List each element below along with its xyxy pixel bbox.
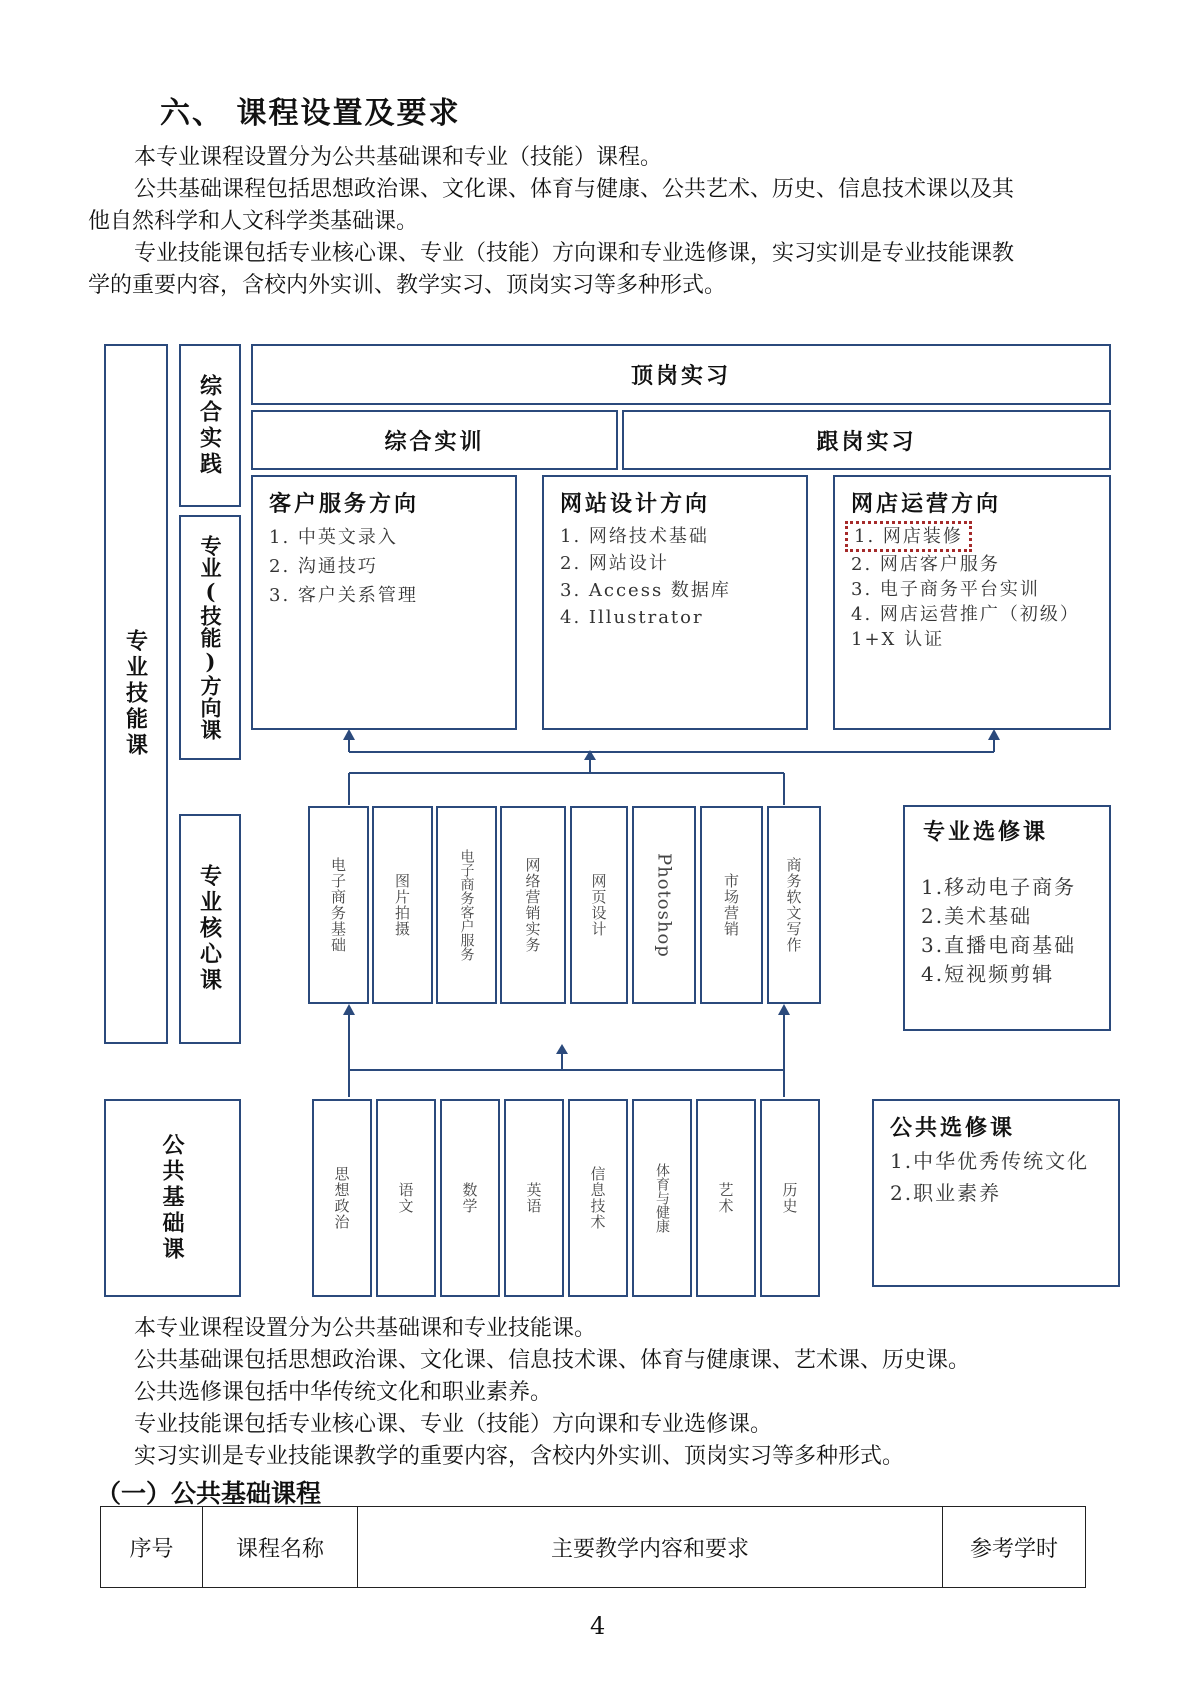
page-number: 4 [590,1612,606,1640]
table-header-cell: 序号 [101,1507,203,1588]
direction-item: 4. 网店运营推广（初级） [851,604,1080,625]
table-header-cell: 课程名称 [203,1507,358,1588]
core-course-card: 网络营销实务 [500,806,566,1004]
public-course-card: 数学 [440,1099,500,1297]
direction-item-list [560,523,731,631]
intro-line: 他自然科学和人文科学类基础课。 [88,209,419,234]
summary-line: 公共基础课包括思想政治课、文化课、信息技术课、体育与健康课、艺术课、历史课。 [134,1348,971,1373]
core-course-card: 商务软文写作 [767,806,821,1004]
public-course-card: 体育与健康 [632,1099,692,1297]
direction-item: 4. Illustrator [560,607,704,628]
major-elective-box [903,805,1111,1031]
core-course-card: 网页设计 [570,806,628,1004]
direction-item: 3. 电子商务平台实训 [851,579,1040,600]
section-heading: 六、 课程设置及要求 [160,96,461,131]
core-course-card: Photoshop [632,806,696,1004]
comprehensive-practice-label: 综合实践 [179,344,241,507]
public-course-card: 语文 [376,1099,436,1297]
direction-box-website-design [542,475,808,730]
elective-title: 公共选修课 [890,1115,1016,1141]
table-header-row [101,1507,1086,1588]
direction-box-customer-service [251,475,517,730]
direction-item-list [851,521,1080,652]
direction-item: 1+X 认证 [851,629,945,650]
direction-item: 3. Access 数据库 [560,580,731,601]
public-basic-course-label: 公共基础课 [104,1099,241,1297]
direction-item: 2. 网店客户服务 [851,554,1000,575]
course-table [100,1506,1086,1588]
elective-item: 3.直播电商基础 [921,933,1077,957]
post-internship-box: 顶岗实习 [251,344,1111,405]
direction-box-online-store [833,475,1111,730]
direction-title: 网店运营方向 [851,491,1002,517]
core-course-card: 电子商务客户服务 [436,806,497,1004]
elective-title: 专业选修课 [923,819,1049,845]
direction-item: 1. 中英文录入 [269,527,398,548]
core-course-card: 电子商务基础 [308,806,369,1004]
elective-item: 1.移动电子商务 [921,875,1077,899]
direction-item: 2. 网站设计 [560,553,669,574]
direction-item: 2. 沟通技巧 [269,556,378,577]
direction-item: 1. 网络技术基础 [560,526,709,547]
comprehensive-training-box: 综合实训 [251,410,618,470]
direction-item-list [269,523,418,610]
public-course-card: 思想政治 [312,1099,372,1297]
elective-item: 2.职业素养 [890,1181,1002,1205]
intro-line: 专业技能课包括专业核心课、专业（技能）方向课和专业选修课，实习实训是专业技能课教 [134,241,1015,266]
direction-course-label: 专业(技能)方向课 [179,515,241,760]
public-course-card: 艺术 [696,1099,756,1297]
direction-title: 客户服务方向 [269,491,420,517]
public-course-card: 英语 [504,1099,564,1297]
direction-item: 3. 客户关系管理 [269,585,418,606]
direction-title: 网站设计方向 [560,491,711,517]
summary-line: 公共选修课包括中华传统文化和职业素养。 [134,1380,553,1405]
public-course-card: 历史 [760,1099,820,1297]
core-course-card: 市场营销 [700,806,763,1004]
public-elective-box [872,1099,1120,1287]
public-course-card: 信息技术 [568,1099,628,1297]
summary-line: 本专业课程设置分为公共基础课和专业技能课。 [134,1316,597,1341]
subsection-title: （一）公共基础课程 [96,1479,322,1508]
elective-list [890,1145,1089,1209]
elective-item: 2.美术基础 [921,904,1033,928]
core-course-card: 图片拍摄 [372,806,433,1004]
intro-line: 学的重要内容，含校内外实训、教学实习、顶岗实习等多种形式。 [88,273,727,298]
summary-line: 专业技能课包括专业核心课、专业（技能）方向课和专业选修课。 [134,1412,773,1437]
summary-line: 实习实训是专业技能课教学的重要内容，含校内外实训、顶岗实习等多种形式。 [134,1444,905,1469]
elective-item: 1.中华优秀传统文化 [890,1149,1090,1173]
elective-list [921,873,1076,989]
direction-item: 1. 网店装修 [845,521,972,552]
intro-line: 公共基础课程包括思想政治课、文化课、体育与健康、公共艺术、历史、信息技术课以及其 [134,177,1015,202]
intro-line: 本专业课程设置分为公共基础课和专业（技能）课程。 [134,145,663,170]
major-skill-course-label: 专业技能课 [104,344,168,1044]
core-course-label: 专业核心课 [179,814,241,1044]
shadow-internship-box: 跟岗实习 [622,410,1111,470]
elective-item: 4.短视频剪辑 [921,962,1055,986]
table-header-cell: 参考学时 [943,1507,1086,1588]
table-header-cell: 主要教学内容和要求 [358,1507,943,1588]
